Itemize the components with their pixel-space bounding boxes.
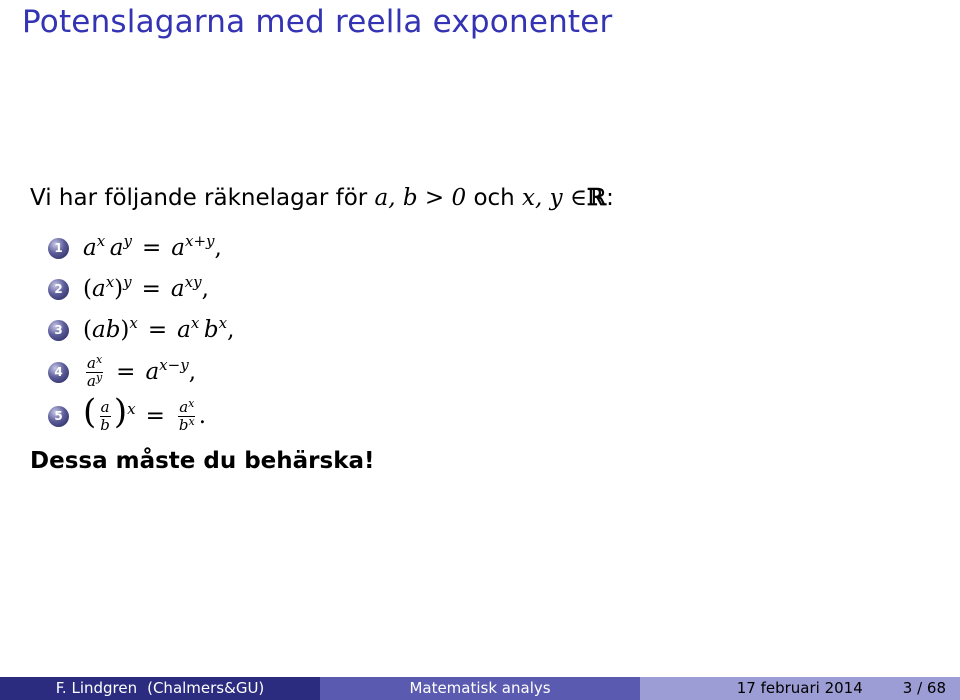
- intro-colon: :: [606, 185, 614, 211]
- rule-number-badge: 3: [48, 320, 69, 341]
- rule-1: [48, 228, 222, 268]
- rule-formula: $(a^x)^y$: [83, 273, 132, 302]
- equals-sign: =: [141, 276, 161, 302]
- rule-result: $a^{x+y}$,: [171, 232, 222, 261]
- rule-4: [48, 352, 196, 392]
- footer-date: 17 februari 2014: [736, 679, 863, 697]
- intro-vars: x, y ∈: [522, 185, 587, 211]
- intro-condition: a, b > 0: [374, 185, 467, 211]
- intro-and: och: [473, 185, 515, 211]
- rule-number-badge: 5: [48, 406, 69, 427]
- fraction: $\frac{a^x}{b^x}$: [178, 396, 195, 434]
- conclusion-text: Dessa måste du behärska!: [30, 448, 375, 474]
- rule-number-badge: 2: [48, 279, 69, 300]
- fraction: $\frac{a^x}{a^y}$: [87, 352, 103, 390]
- intro-text: Vi har följande räknelagar för: [30, 185, 368, 211]
- rule-result: $a^x$ $b^x$,: [177, 314, 235, 343]
- equals-sign: =: [141, 235, 162, 261]
- footer-course: Matematisk analys: [320, 677, 640, 700]
- intro-sentence: [30, 184, 614, 211]
- slide-title: Potenslagarna med reella exponenter: [22, 4, 613, 40]
- rule-3: [48, 310, 234, 350]
- real-numbers-symbol: ℝ: [586, 184, 607, 211]
- footer-page-number[interactable]: 3 / 68: [902, 679, 946, 697]
- footer-date-section: [640, 677, 960, 700]
- rule-number-badge: 1: [48, 238, 69, 259]
- rule-formula: (ab)$^x$: [83, 314, 138, 343]
- rule-number-badge: 4: [48, 362, 69, 383]
- equals-sign: =: [147, 317, 168, 343]
- footer-bar: [0, 677, 960, 700]
- equals-sign: =: [145, 403, 165, 429]
- rule-formula: ( $\frac{a}{b}$ )$^x$: [83, 391, 136, 434]
- footer-author: F. Lindgren: [55, 679, 138, 697]
- rule-formula: $a^x$ $a^y$: [83, 232, 132, 261]
- rule-5: 5 ( $\frac{a}{b}$ )$^x$ = $\frac{a^x}{b^x}$ .: [48, 396, 206, 436]
- rule-result: $a^{xy}$,: [170, 273, 209, 302]
- rule-result: $a^{x-y}$,: [145, 356, 197, 385]
- equals-sign: =: [116, 359, 136, 385]
- footer-author-section: [0, 677, 320, 700]
- footer-affiliation: (Chalmers&GU): [147, 679, 265, 697]
- rule-2: [48, 269, 209, 309]
